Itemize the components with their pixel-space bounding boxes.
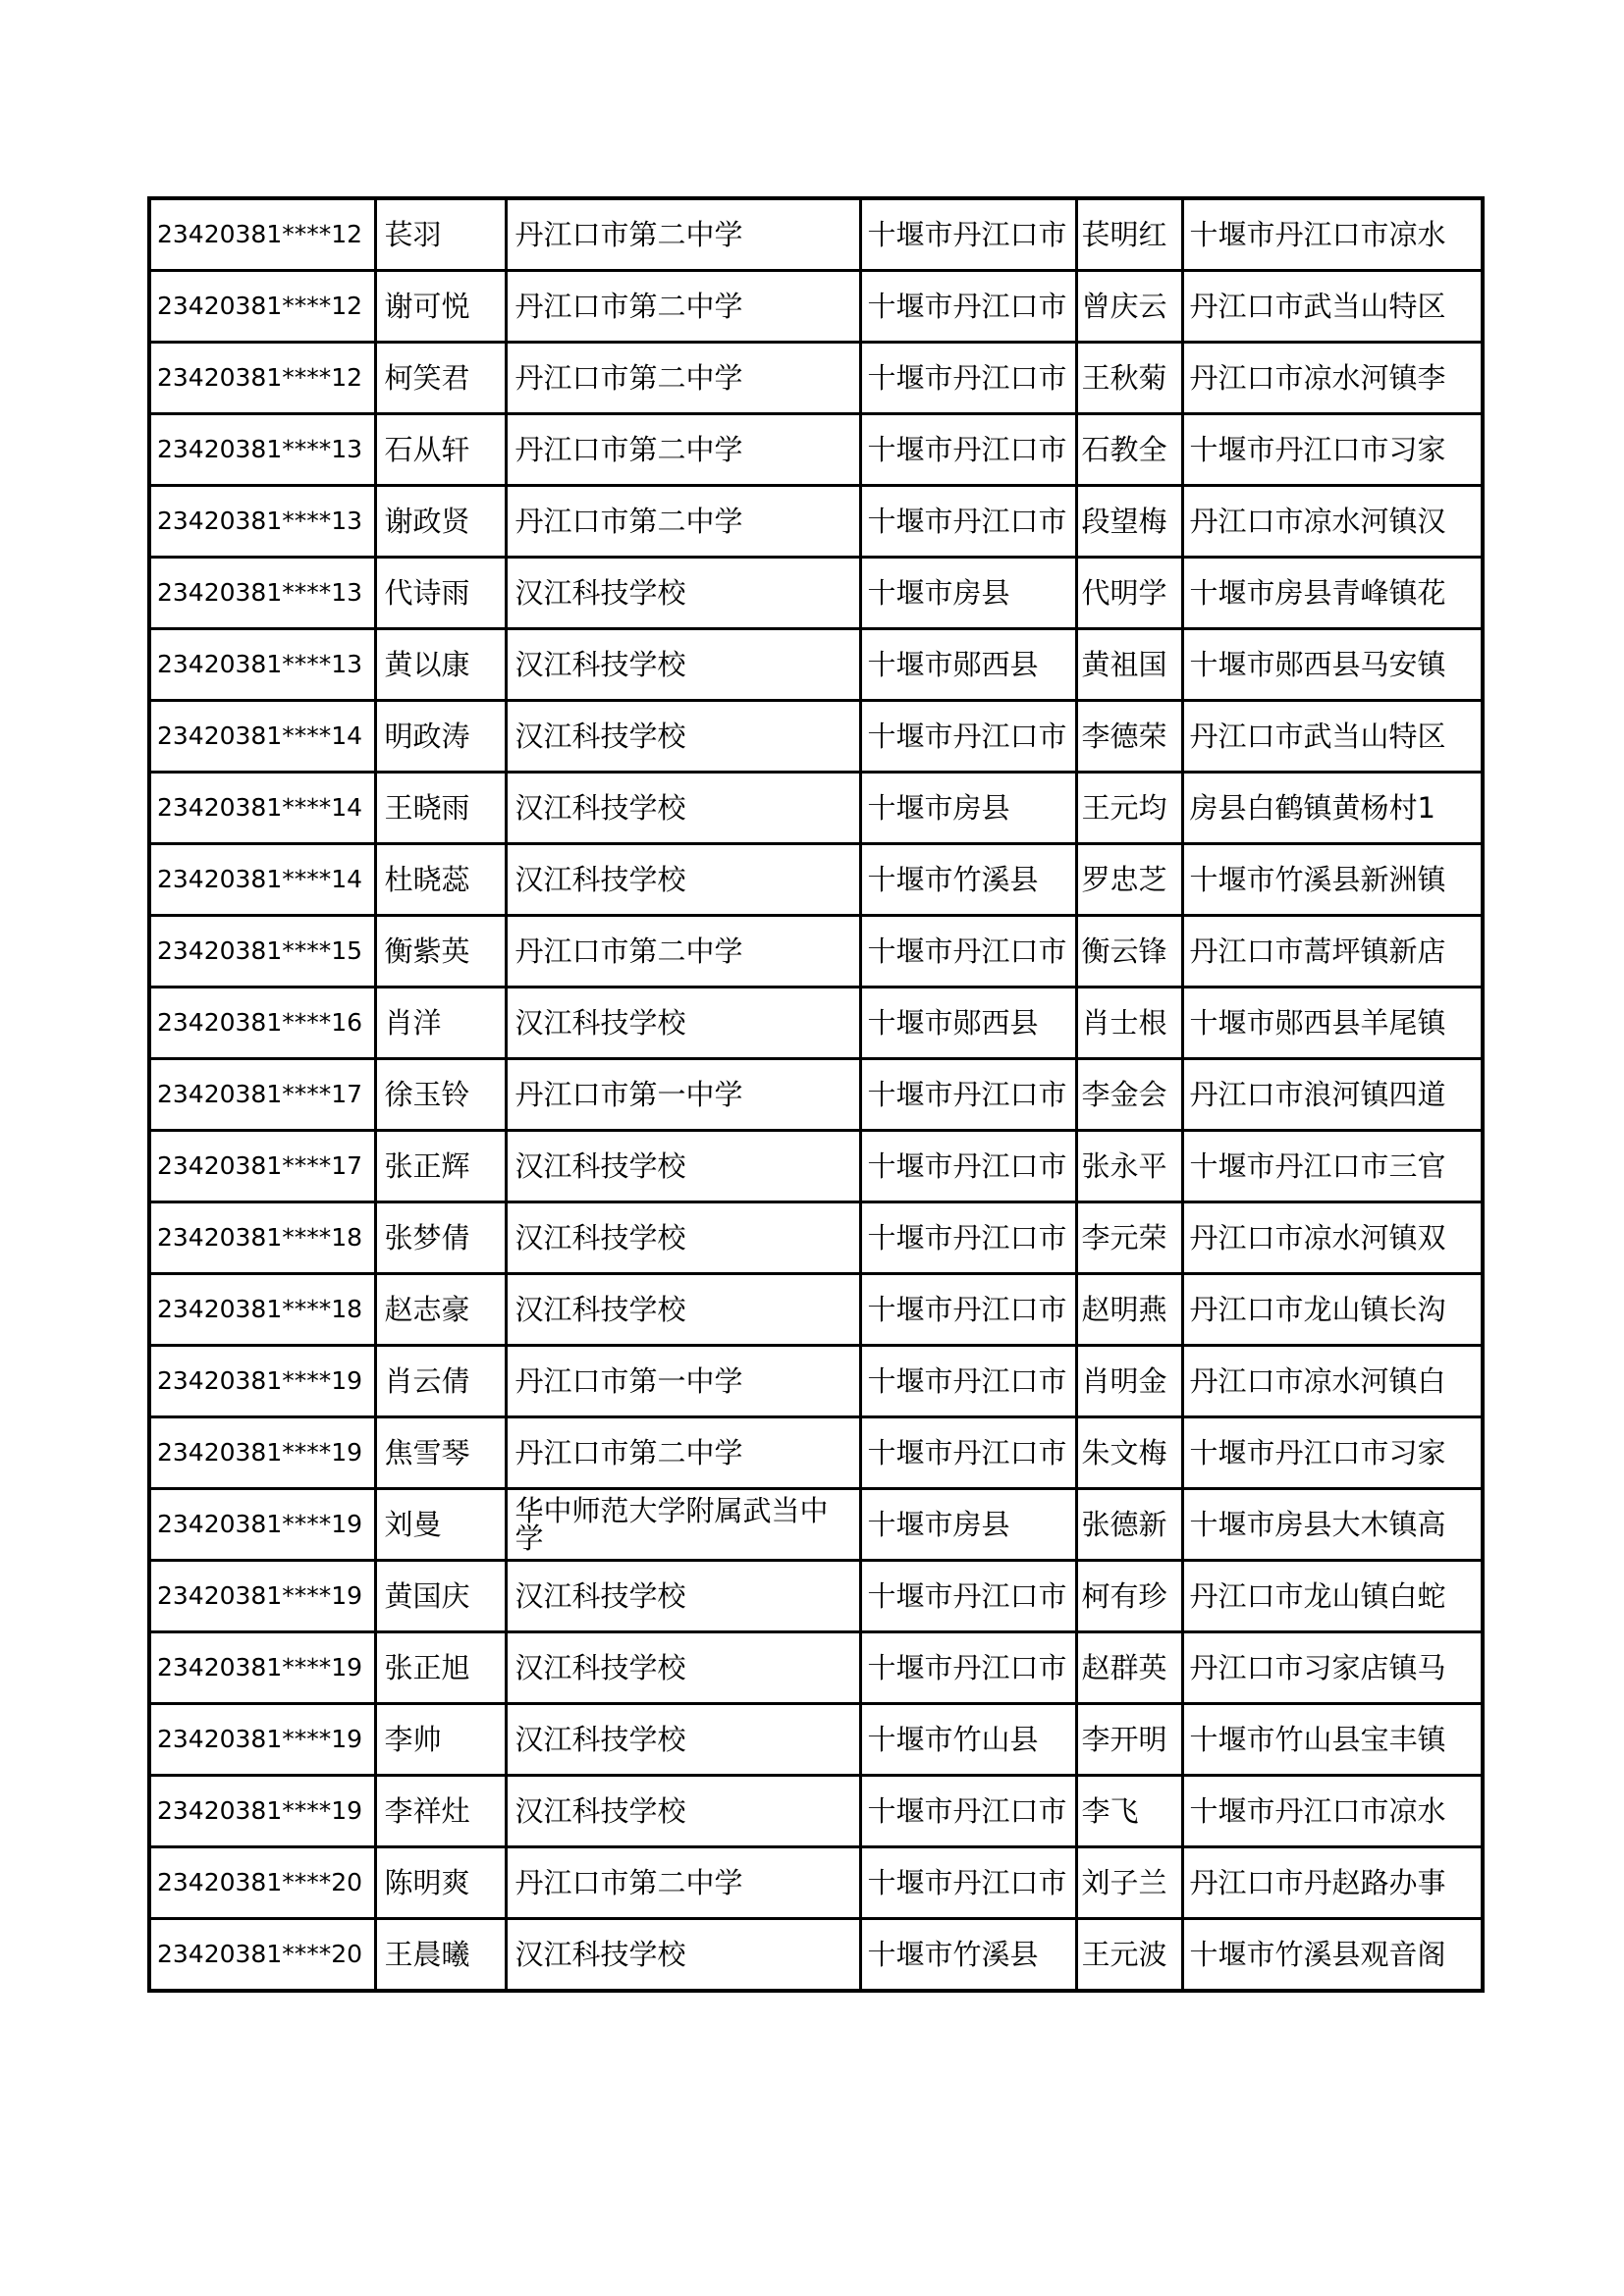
table-row xyxy=(149,1704,1483,1776)
address-cell: 十堰市郧西县羊尾镇 xyxy=(1182,988,1483,1059)
region-cell: 十堰市丹江口市 xyxy=(860,1346,1076,1417)
address-cell: 丹江口市龙山镇长沟 xyxy=(1182,1274,1483,1346)
school-cell: 汉江科技学校 xyxy=(506,1776,860,1847)
school-cell: 汉江科技学校 xyxy=(506,1561,860,1632)
region-cell: 十堰市房县 xyxy=(860,773,1076,844)
address-cell: 十堰市房县大木镇高 xyxy=(1182,1489,1483,1561)
region-cell: 十堰市房县 xyxy=(860,558,1076,629)
guardian-cell: 石教全 xyxy=(1076,414,1182,486)
id-cell: 23420381****16 xyxy=(149,988,375,1059)
school-cell: 丹江口市第二中学 xyxy=(506,343,860,414)
id-cell: 23420381****19 xyxy=(149,1417,375,1489)
region-cell: 十堰市房县 xyxy=(860,1489,1076,1561)
table-row xyxy=(149,343,1483,414)
school-cell: 丹江口市第二中学 xyxy=(506,414,860,486)
school-cell: 丹江口市第二中学 xyxy=(506,271,860,343)
id-cell: 23420381****19 xyxy=(149,1704,375,1776)
id-cell: 23420381****18 xyxy=(149,1274,375,1346)
region-cell: 十堰市丹江口市 xyxy=(860,1417,1076,1489)
region-cell: 十堰市竹山县 xyxy=(860,1704,1076,1776)
table-row xyxy=(149,271,1483,343)
school-cell: 丹江口市第二中学 xyxy=(506,486,860,558)
table-row xyxy=(149,916,1483,988)
guardian-cell: 柯有珍 xyxy=(1076,1561,1182,1632)
school-cell: 汉江科技学校 xyxy=(506,1274,860,1346)
region-cell: 十堰市丹江口市 xyxy=(860,1202,1076,1274)
address-cell: 十堰市竹溪县观音阁 xyxy=(1182,1919,1483,1992)
guardian-cell: 段望梅 xyxy=(1076,486,1182,558)
address-cell: 丹江口市凉水河镇白 xyxy=(1182,1346,1483,1417)
address-cell: 丹江口市习家店镇马 xyxy=(1182,1632,1483,1704)
guardian-cell: 赵群英 xyxy=(1076,1632,1182,1704)
address-cell: 十堰市郧西县马安镇 xyxy=(1182,629,1483,701)
id-cell: 23420381****12 xyxy=(149,271,375,343)
id-cell: 23420381****20 xyxy=(149,1847,375,1919)
region-cell: 十堰市丹江口市 xyxy=(860,1059,1076,1131)
school-cell: 汉江科技学校 xyxy=(506,701,860,773)
id-cell: 23420381****14 xyxy=(149,701,375,773)
guardian-cell: 李飞 xyxy=(1076,1776,1182,1847)
table-row xyxy=(149,844,1483,916)
region-cell: 十堰市丹江口市 xyxy=(860,1274,1076,1346)
region-cell: 十堰市丹江口市 xyxy=(860,1776,1076,1847)
id-cell: 23420381****12 xyxy=(149,198,375,271)
address-cell: 丹江口市凉水河镇双 xyxy=(1182,1202,1483,1274)
school-cell: 汉江科技学校 xyxy=(506,773,860,844)
guardian-cell: 王元波 xyxy=(1076,1919,1182,1992)
region-cell: 十堰市丹江口市 xyxy=(860,486,1076,558)
table-row xyxy=(149,1059,1483,1131)
name-cell: 刘曼 xyxy=(375,1489,506,1561)
name-cell: 李帅 xyxy=(375,1704,506,1776)
region-cell: 十堰市丹江口市 xyxy=(860,343,1076,414)
address-cell: 丹江口市武当山特区 xyxy=(1182,701,1483,773)
id-cell: 23420381****15 xyxy=(149,916,375,988)
guardian-cell: 李开明 xyxy=(1076,1704,1182,1776)
region-cell: 十堰市丹江口市 xyxy=(860,414,1076,486)
table-row xyxy=(149,198,1483,271)
table-row xyxy=(149,486,1483,558)
id-cell: 23420381****17 xyxy=(149,1131,375,1202)
name-cell: 代诗雨 xyxy=(375,558,506,629)
school-cell: 汉江科技学校 xyxy=(506,558,860,629)
region-cell: 十堰市郧西县 xyxy=(860,988,1076,1059)
id-cell: 23420381****14 xyxy=(149,844,375,916)
guardian-cell: 王秋菊 xyxy=(1076,343,1182,414)
id-cell: 23420381****19 xyxy=(149,1561,375,1632)
table-row xyxy=(149,1417,1483,1489)
address-cell: 十堰市竹溪县新洲镇 xyxy=(1182,844,1483,916)
name-cell: 焦雪琴 xyxy=(375,1417,506,1489)
address-cell: 十堰市竹山县宝丰镇 xyxy=(1182,1704,1483,1776)
address-cell: 十堰市丹江口市凉水 xyxy=(1182,198,1483,271)
name-cell: 张正辉 xyxy=(375,1131,506,1202)
id-cell: 23420381****13 xyxy=(149,558,375,629)
region-cell: 十堰市丹江口市 xyxy=(860,916,1076,988)
table-row xyxy=(149,1202,1483,1274)
school-cell: 汉江科技学校 xyxy=(506,629,860,701)
id-cell: 23420381****17 xyxy=(149,1059,375,1131)
school-cell: 丹江口市第二中学 xyxy=(506,198,860,271)
school-cell: 汉江科技学校 xyxy=(506,1919,860,1992)
table-row xyxy=(149,1131,1483,1202)
guardian-cell: 赵明燕 xyxy=(1076,1274,1182,1346)
name-cell: 李祥灶 xyxy=(375,1776,506,1847)
name-cell: 石从轩 xyxy=(375,414,506,486)
name-cell: 张梦倩 xyxy=(375,1202,506,1274)
table-row xyxy=(149,1489,1483,1561)
name-cell: 衡紫英 xyxy=(375,916,506,988)
address-cell: 丹江口市浪河镇四道 xyxy=(1182,1059,1483,1131)
table-row xyxy=(149,1776,1483,1847)
id-cell: 23420381****20 xyxy=(149,1919,375,1992)
id-cell: 23420381****13 xyxy=(149,414,375,486)
region-cell: 十堰市丹江口市 xyxy=(860,198,1076,271)
region-cell: 十堰市丹江口市 xyxy=(860,271,1076,343)
table-row xyxy=(149,1632,1483,1704)
guardian-cell: 曾庆云 xyxy=(1076,271,1182,343)
table-row xyxy=(149,1919,1483,1992)
school-cell: 丹江口市第二中学 xyxy=(506,1417,860,1489)
name-cell: 徐玉铃 xyxy=(375,1059,506,1131)
guardian-cell: 朱文梅 xyxy=(1076,1417,1182,1489)
region-cell: 十堰市丹江口市 xyxy=(860,1847,1076,1919)
address-cell: 十堰市丹江口市习家 xyxy=(1182,414,1483,486)
address-cell: 丹江口市龙山镇白蛇 xyxy=(1182,1561,1483,1632)
table-body xyxy=(149,198,1483,1991)
id-cell: 23420381****18 xyxy=(149,1202,375,1274)
region-cell: 十堰市丹江口市 xyxy=(860,701,1076,773)
guardian-cell: 李金会 xyxy=(1076,1059,1182,1131)
id-cell: 23420381****19 xyxy=(149,1346,375,1417)
school-cell: 汉江科技学校 xyxy=(506,1131,860,1202)
school-cell: 汉江科技学校 xyxy=(506,988,860,1059)
table-row xyxy=(149,1346,1483,1417)
id-cell: 23420381****12 xyxy=(149,343,375,414)
guardian-cell: 王元均 xyxy=(1076,773,1182,844)
school-cell: 华中师范大学附属武当中学 xyxy=(506,1489,860,1561)
guardian-cell: 代明学 xyxy=(1076,558,1182,629)
address-cell: 丹江口市蒿坪镇新店 xyxy=(1182,916,1483,988)
school-cell: 丹江口市第一中学 xyxy=(506,1346,860,1417)
id-cell: 23420381****13 xyxy=(149,486,375,558)
table-row xyxy=(149,414,1483,486)
table-row xyxy=(149,1847,1483,1919)
address-cell: 十堰市丹江口市凉水 xyxy=(1182,1776,1483,1847)
address-cell: 十堰市丹江口市习家 xyxy=(1182,1417,1483,1489)
region-cell: 十堰市竹溪县 xyxy=(860,844,1076,916)
address-cell: 丹江口市丹赵路办事 xyxy=(1182,1847,1483,1919)
id-cell: 23420381****19 xyxy=(149,1776,375,1847)
school-cell: 丹江口市第二中学 xyxy=(506,916,860,988)
name-cell: 王晨曦 xyxy=(375,1919,506,1992)
region-cell: 十堰市竹溪县 xyxy=(860,1919,1076,1992)
guardian-cell: 黄祖国 xyxy=(1076,629,1182,701)
name-cell: 苌羽 xyxy=(375,198,506,271)
school-cell: 汉江科技学校 xyxy=(506,844,860,916)
id-cell: 23420381****13 xyxy=(149,629,375,701)
guardian-cell: 李德荣 xyxy=(1076,701,1182,773)
student-table xyxy=(147,196,1485,1993)
guardian-cell: 罗忠芝 xyxy=(1076,844,1182,916)
school-cell: 汉江科技学校 xyxy=(506,1202,860,1274)
table-row xyxy=(149,701,1483,773)
guardian-cell: 李元荣 xyxy=(1076,1202,1182,1274)
table-row xyxy=(149,988,1483,1059)
address-cell: 房县白鹤镇黄杨村1 xyxy=(1182,773,1483,844)
guardian-cell: 肖明金 xyxy=(1076,1346,1182,1417)
guardian-cell: 肖士根 xyxy=(1076,988,1182,1059)
name-cell: 谢可悦 xyxy=(375,271,506,343)
table-row xyxy=(149,558,1483,629)
name-cell: 杜晓蕊 xyxy=(375,844,506,916)
address-cell: 十堰市房县青峰镇花 xyxy=(1182,558,1483,629)
address-cell: 丹江口市武当山特区 xyxy=(1182,271,1483,343)
name-cell: 肖洋 xyxy=(375,988,506,1059)
id-cell: 23420381****19 xyxy=(149,1489,375,1561)
name-cell: 赵志豪 xyxy=(375,1274,506,1346)
guardian-cell: 张德新 xyxy=(1076,1489,1182,1561)
guardian-cell: 张永平 xyxy=(1076,1131,1182,1202)
address-cell: 十堰市丹江口市三官 xyxy=(1182,1131,1483,1202)
table-row xyxy=(149,629,1483,701)
name-cell: 黄以康 xyxy=(375,629,506,701)
id-cell: 23420381****14 xyxy=(149,773,375,844)
table-row xyxy=(149,773,1483,844)
region-cell: 十堰市郧西县 xyxy=(860,629,1076,701)
region-cell: 十堰市丹江口市 xyxy=(860,1561,1076,1632)
name-cell: 陈明爽 xyxy=(375,1847,506,1919)
school-cell: 丹江口市第二中学 xyxy=(506,1847,860,1919)
region-cell: 十堰市丹江口市 xyxy=(860,1131,1076,1202)
name-cell: 明政涛 xyxy=(375,701,506,773)
name-cell: 黄国庆 xyxy=(375,1561,506,1632)
table-row xyxy=(149,1274,1483,1346)
school-cell: 丹江口市第一中学 xyxy=(506,1059,860,1131)
id-cell: 23420381****19 xyxy=(149,1632,375,1704)
name-cell: 张正旭 xyxy=(375,1632,506,1704)
name-cell: 王晓雨 xyxy=(375,773,506,844)
guardian-cell: 苌明红 xyxy=(1076,198,1182,271)
table-row xyxy=(149,1561,1483,1632)
guardian-cell: 刘子兰 xyxy=(1076,1847,1182,1919)
school-cell: 汉江科技学校 xyxy=(506,1632,860,1704)
name-cell: 柯笑君 xyxy=(375,343,506,414)
guardian-cell: 衡云锋 xyxy=(1076,916,1182,988)
region-cell: 十堰市丹江口市 xyxy=(860,1632,1076,1704)
name-cell: 谢政贤 xyxy=(375,486,506,558)
address-cell: 丹江口市凉水河镇汉 xyxy=(1182,486,1483,558)
name-cell: 肖云倩 xyxy=(375,1346,506,1417)
address-cell: 丹江口市凉水河镇李 xyxy=(1182,343,1483,414)
school-cell: 汉江科技学校 xyxy=(506,1704,860,1776)
